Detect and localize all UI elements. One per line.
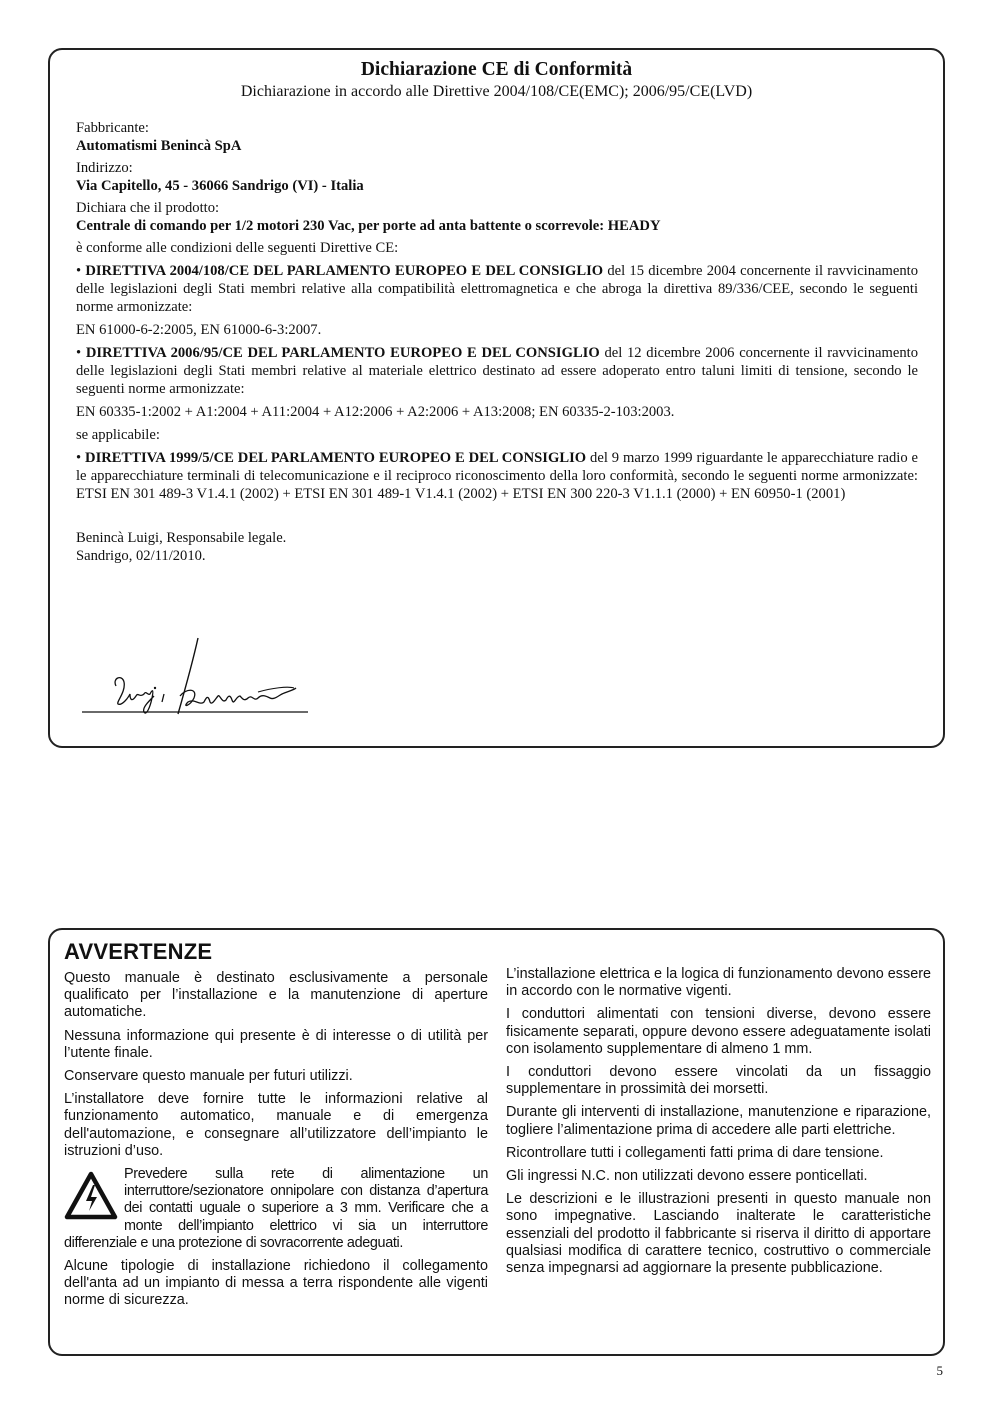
warnings-title: AVVERTENZE — [64, 939, 213, 964]
manufacturer-label: Fabbricante: — [76, 120, 149, 136]
warning-paragraph: Questo manuale è destinato esclusivamente a personale qualificato per l’installazione e la manutenzione di aperture automatiche. — [64, 970, 488, 1021]
warning-paragraph: Gli ingressi N.C. non utilizzati devono essere ponticellati. — [506, 1168, 868, 1185]
warnings-right-column — [506, 966, 931, 1283]
directive-lvd-text: del 12 dicembre 2006 concernente il ravvicinamento delle legislazioni degli Stati membri relative al materiale elettrico destinato ad essere adoperato entro taluni limiti di tensione, secondo le seguenti norme armonizzate: — [76, 345, 918, 397]
directive-bullet: • — [76, 345, 82, 361]
warning-paragraph: Durante gli interventi di installazione, manutenzione e riparazione, togliere l’alimentazione prima di accedere alle parti elettriche. — [506, 1104, 931, 1138]
declaration-subtitle: Dichiarazione in accordo alle Direttive 2004/108/CE(EMC); 2006/95/CE(LVD) — [240, 83, 753, 100]
directive-lvd-norms: EN 60335-1:2002 + A1:2004 + A11:2004 + A12:2006 + A2:2006 + A13:2008; EN 60335-2-103:2003. — [76, 404, 675, 420]
warning-paragraph: Ricontrollare tutti i collegamenti fatti prima di dare tensione. — [506, 1144, 884, 1161]
hazard-text: Prevedere sulla rete di alimentazione un interruttore/sezionatore onnipolare con distanza d’apertura dei contatti uguale o superiore a 3 mm. Verificare che a monte dell’impianto elettrico vi sia un interruttore differenziale e una protezione di sovracorrente adeguati. — [64, 1166, 488, 1251]
place-date: Sandrigo, 02/11/2010. — [76, 548, 206, 564]
directive-radio-text: del 9 marzo 1999 riguardante le apparecchiature radio e le apparecchiature terminali di telecomunicazione e il reciproco riconoscimento della loro conformità, secondo le seguenti norme armonizzate: ETSI EN 301 489-3 V1.4.1 (2002) + ETSI EN 301 489-1 V1.4.1 (2002) + ETSI EN 300 220-3 V1.1.1 (2000) + EN 60950-1 (2001) — [76, 450, 919, 502]
warning-paragraph: L’installatore deve fornire tutte le informazioni relative al funzionamento automatico, manuale e di emergenza dell'automazione, e consegnare all’utilizzatore dell’impianto le istruzioni d’uso. — [64, 1091, 488, 1159]
product-value: Centrale di comando per 1/2 motori 230 Vac, per porte ad anta battente o scorrevole: HEADY — [76, 218, 661, 234]
declaration-title: Dichiarazione CE di Conformità — [360, 59, 633, 80]
hazard-note — [64, 1166, 488, 1252]
warning-paragraph: Nessuna informazione qui presente è di interesse o di utilità per l’utente finale. — [64, 1027, 488, 1061]
directive-radio — [76, 449, 918, 503]
if-applicable: se applicabile: — [76, 427, 160, 443]
directive-bullet: • — [76, 450, 82, 466]
warnings-box — [48, 928, 945, 1356]
warning-paragraph: I conduttori devono essere vincolati da un fissaggio supplementare in prossimità dei morsetti. — [506, 1064, 931, 1098]
declaration-body — [76, 119, 918, 565]
conformity-intro: è conforme alle condizioni delle seguenti Direttive CE: — [76, 240, 399, 256]
electrical-hazard-icon — [64, 1171, 118, 1221]
directive-bullet: • — [76, 263, 82, 279]
product-label: Dichiara che il prodotto: — [76, 200, 220, 216]
warning-paragraph: Alcune tipologie di installazione richiedono il collegamento dell'anta ad un impianto di messa a terra rispondente alle vigenti norme di sicurezza. — [64, 1258, 488, 1309]
directive-emc-name: DIRETTIVA 2004/108/CE DEL PARLAMENTO EUROPEO E DEL CONSIGLIO — [85, 263, 604, 279]
warning-paragraph: I conduttori alimentati con tensioni diverse, devono essere fisicamente separati, oppure devono essere adeguatamente isolati con isolamento supplementare di almeno 1 mm. — [506, 1006, 931, 1057]
ce-declaration-box — [48, 48, 945, 748]
warnings-left-column — [64, 970, 488, 1316]
directive-radio-name: DIRETTIVA 1999/5/CE DEL PARLAMENTO EUROPEO E DEL CONSIGLIO — [85, 450, 587, 466]
handwritten-signature — [82, 636, 362, 726]
manufacturer-name: Automatismi Benincà SpA — [76, 138, 242, 154]
signatory: Benincà Luigi, Responsabile legale. — [76, 530, 287, 546]
page-number: 5 — [936, 1363, 943, 1378]
address-value: Via Capitello, 45 - 36066 Sandrigo (VI) - Italia — [76, 178, 364, 194]
warning-paragraph: Conservare questo manuale per futuri utilizzi. — [64, 1068, 353, 1085]
directive-emc-text: del 15 dicembre 2004 concernente il ravvicinamento delle legislazioni degli Stati membri relative alla compatibilità elettromagnetica e che abroga la direttiva 89/336/CEE, secondo le seguenti norme armonizzate: — [76, 263, 918, 315]
directive-emc — [76, 262, 918, 316]
directive-emc-norms: EN 61000-6-2:2005, EN 61000-6-3:2007. — [76, 322, 322, 338]
address-label: Indirizzo: — [76, 160, 133, 176]
directive-lvd-name: DIRETTIVA 2006/95/CE DEL PARLAMENTO EUROPEO E DEL CONSIGLIO — [85, 345, 600, 361]
directive-lvd — [76, 344, 918, 398]
warning-paragraph: L’installazione elettrica e la logica di funzionamento devono essere in accordo con le normative vigenti. — [506, 966, 931, 1000]
warning-paragraph: Le descrizioni e le illustrazioni presenti in questo manuale non sono impegnative. Lasciando inalterate le caratteristiche essenziali del prodotto il fabbricante si riserva il diritto di apportare qualsiasi modifica di carattere tecnico, costruttivo o commerciale senza impegnarsi ad aggiornare la presente pubblicazione. — [506, 1191, 931, 1277]
